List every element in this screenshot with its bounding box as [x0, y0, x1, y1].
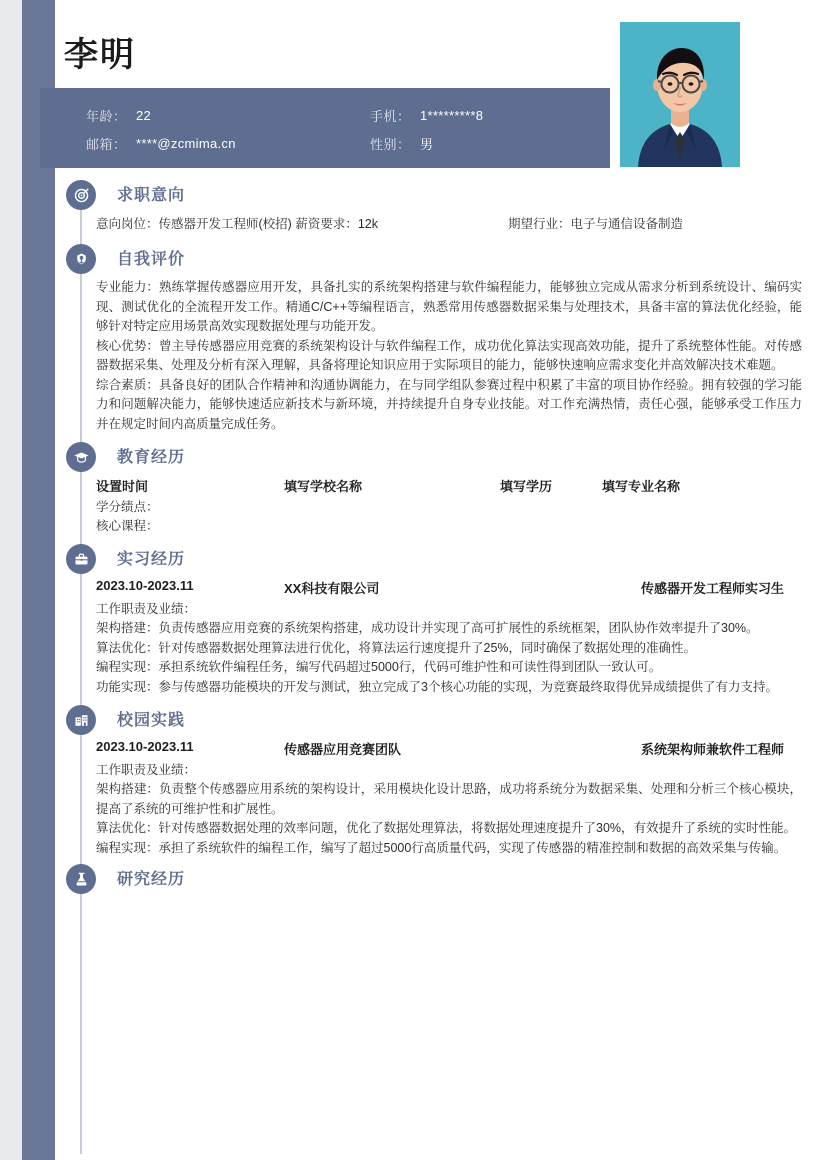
- education-columns-row: [96, 476, 802, 498]
- section-title-job-intention: 求职意向: [117, 187, 186, 204]
- medal-icon: [66, 244, 96, 274]
- resume-sections: [55, 180, 820, 898]
- contact-info-grid: [64, 98, 610, 158]
- education-column-degree: 填写学历: [500, 479, 553, 494]
- education-gpa-label: 学分绩点：: [96, 500, 159, 514]
- section-body-internship: [55, 578, 820, 697]
- job-intention-row: [96, 214, 802, 236]
- education-column-school: 填写学校名称: [284, 479, 363, 494]
- section-research: [55, 864, 820, 898]
- education-column-time: 设置时间: [96, 479, 149, 494]
- contact-field-email: [86, 130, 236, 156]
- campus-practice-organization: 传感器应用竞赛团队: [284, 742, 402, 757]
- internship-period: 2023.10-2023.11: [96, 578, 194, 593]
- age-value: 22: [136, 107, 152, 123]
- section-title-internship: 实习经历: [117, 551, 186, 568]
- education-column-major: 填写专业名称: [602, 479, 681, 494]
- industry-label: 期望行业：: [508, 217, 571, 231]
- section-header-internship: [55, 544, 820, 578]
- section-education: [55, 442, 820, 536]
- internship-item: 功能实现：参与传感器功能模块的开发与测试，独立完成了3个核心功能的实现，为竞赛最终取得优异成绩提供了有力支持。: [96, 679, 778, 694]
- section-title-research: 研究经历: [117, 871, 186, 888]
- section-header-job-intention: [55, 180, 820, 214]
- internship-meta-row: [96, 578, 802, 600]
- email-value: ****@zcmima.cn: [136, 135, 236, 151]
- graduation-cap-icon: [66, 442, 96, 472]
- age-label: 年龄：: [86, 108, 127, 124]
- industry-value: 电子与通信设备制造: [570, 217, 684, 231]
- section-body-job-intention: [55, 214, 820, 236]
- campus-practice-item: 编程实现：承担了系统软件的编程工作，编写了超过5000行高质量代码，实现了传感器的精准控制和数据的高效采集与传输。: [96, 840, 787, 855]
- section-body-campus-practice: [55, 739, 820, 858]
- section-job-intention: [55, 180, 820, 236]
- salary-value: 12k: [357, 217, 378, 231]
- self-evaluation-paragraph: 专业能力：熟练掌握传感器应用开发，具备扎实的系统架构搭建与软件编程能力，能够独立完成从需求分析到系统设计、编码实现、测试优化的全流程开发工作。精通C/C++等编程语言，熟悉常用传感器数据采集与处理技术，具备丰富的算法优化经验，能够针对特定应用场景高效实现数据处理与功能开发。: [96, 280, 802, 333]
- section-header-self-evaluation: [55, 244, 820, 278]
- contact-field-phone: [370, 102, 483, 128]
- contact-field-age: [86, 102, 151, 128]
- gender-value: 男: [420, 136, 434, 152]
- campus-practice-period: 2023.10-2023.11: [96, 739, 194, 754]
- portrait-illustration: [620, 22, 740, 167]
- campus-building-icon: [66, 705, 96, 735]
- section-internship: [55, 544, 820, 697]
- internship-item: 编程实现：承担系统软件编程任务，编写代码超过5000行，代码可维护性和可读性得到团队一致认可。: [96, 660, 662, 674]
- phone-value: 1*********8: [420, 107, 484, 123]
- phone-label: 手机：: [370, 108, 411, 124]
- section-body-self-evaluation: [55, 278, 820, 434]
- gender-label: 性别：: [370, 136, 411, 152]
- job-intention-industry: [508, 214, 683, 232]
- campus-practice-role: 系统架构师兼软件工程师: [640, 742, 784, 757]
- internship-organization: XX科技有限公司: [284, 581, 380, 596]
- job-intention-position: [96, 214, 378, 232]
- candidate-photo: [620, 22, 740, 167]
- position-label: 意向岗位：: [96, 217, 159, 231]
- section-title-education: 教育经历: [117, 449, 186, 466]
- target-icon: [66, 180, 96, 210]
- education-courses-label: 核心课程：: [96, 519, 159, 533]
- section-header-research: [55, 864, 820, 898]
- campus-practice-item: 架构搭建：负责整个传感器应用系统的架构设计，采用模块化设计思路，成功将系统分为数据采集、处理和分析三个核心模块，提高了系统的可维护性和扩展性。: [96, 782, 802, 816]
- contact-field-gender: [370, 130, 433, 156]
- internship-duty-label: 工作职责及业绩：: [96, 602, 197, 616]
- section-campus-practice: [55, 705, 820, 858]
- email-label: 邮箱：: [86, 136, 127, 152]
- briefcase-icon: [66, 544, 96, 574]
- position-value: 传感器开发工程师(校招): [158, 217, 292, 231]
- internship-role: 传感器开发工程师实习生: [640, 581, 784, 596]
- section-body-education: [55, 476, 820, 536]
- salary-label: 薪资要求：: [295, 217, 358, 231]
- contact-info-band: [40, 88, 610, 168]
- section-title-campus-practice: 校园实践: [117, 712, 186, 729]
- resume-header: [0, 0, 820, 180]
- section-title-self-evaluation: 自我评价: [117, 251, 186, 268]
- internship-item: 架构搭建：负责传感器应用竞赛的系统架构搭建，成功设计并实现了高可扩展性的系统框架，团队协作效率提升了30%。: [96, 621, 759, 635]
- section-header-campus-practice: [55, 705, 820, 739]
- campus-practice-duty-label: 工作职责及业绩：: [96, 763, 197, 777]
- self-evaluation-paragraph: 核心优势：曾主导传感器应用竞赛的系统架构设计与软件编程工作，成功优化算法实现高效功能，提升了系统整体性能。对传感器数据采集、处理及分析有深入理解，具备将理论知识应用于实际项目的能力，能够快速响应需求变化并高效解决技术难题。: [96, 338, 802, 372]
- section-header-education: [55, 442, 820, 476]
- campus-practice-meta-row: [96, 739, 802, 761]
- section-self-evaluation: [55, 244, 820, 434]
- self-evaluation-paragraph: 综合素质：具备良好的团队合作精神和沟通协调能力，在与同学组队参赛过程中积累了丰富的项目协作经验。拥有较强的学习能力和问题解决能力，能够快速适应新技术与新环境，并持续提升自身专业技能。对工作充满热情，责任心强，能够承受工作压力并在规定时间内高质量完成任务。: [96, 377, 802, 431]
- campus-practice-item: 算法优化：针对传感器数据处理的效率问题，优化了数据处理算法，将数据处理速度提升了30%，有效提升了系统的实时性能。: [96, 821, 797, 835]
- flask-icon: [66, 864, 96, 894]
- internship-item: 算法优化：针对传感器数据处理算法进行优化，将算法运行速度提升了25%，同时确保了数据处理的准确性。: [96, 640, 697, 655]
- candidate-name: 李明: [64, 36, 136, 74]
